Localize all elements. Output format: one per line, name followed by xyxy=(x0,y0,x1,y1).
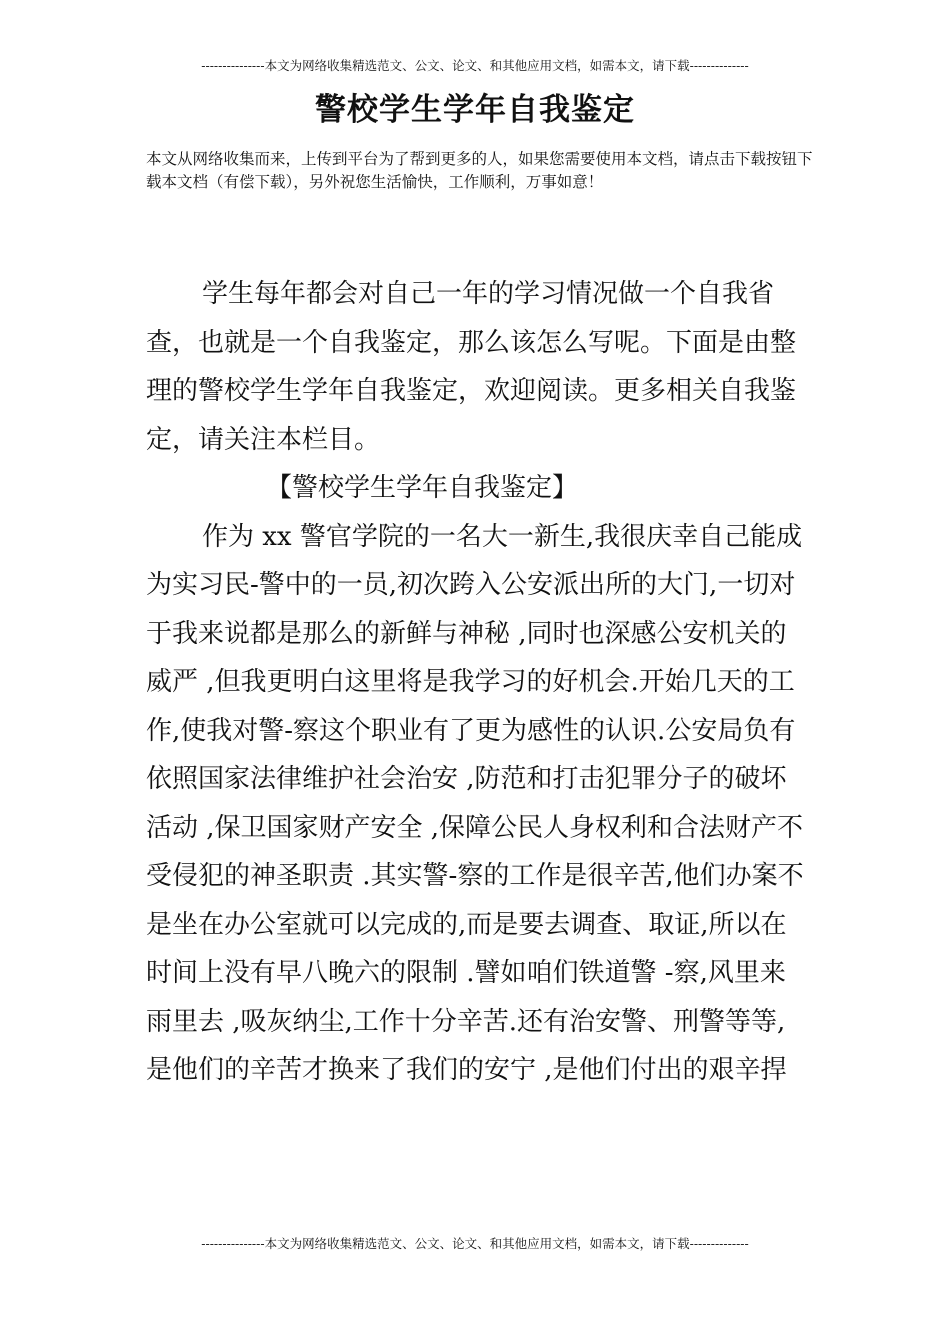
page-footer-note: ---------------本文为网络收集精选范文、公文、论文、和其他应用文档，如需本文，请下载-------------- xyxy=(201,1236,749,1251)
document-body xyxy=(146,270,810,1095)
intro-text: 本文从网络收集而来，上传到平台为了帮到更多的人，如果您需要使用本文档，请点击下载按钮下载本文档（有偿下载），另外祝您生活愉快，工作顺利，万事如意！ xyxy=(146,150,813,191)
intro-notice xyxy=(146,148,816,194)
page-header-note: ---------------本文为网络收集精选范文、公文、论文、和其他应用文档，如需本文，请下载-------------- xyxy=(201,58,749,73)
body-paragraph-1: 学生每年都会对自己一年的学习情况做一个自我省查，也就是一个自我鉴定，那么该怎么写呢。下面是由整理的警校学生学年自我鉴定，欢迎阅读。更多相关自我鉴定，请关注本栏目。 xyxy=(146,279,797,455)
body-paragraph-2: 作为 xx 警官学院的一名大一新生,我很庆幸自己能成为实习民-警中的一员,初次跨入公安派出所的大门,一切对于我来说都是那么的新鲜与神秘 ,同时也深感公安机关的威严 ,但我更明白这里将是我学习的好机会.开始几天的工作,使我对警-察这个职业有了更为感性的认识.公安局负有依照国家法律维护社会治安 ,防范和打击犯罪分子的破坏活动 ,保卫国家财产安全 ,保障公民人身权利和合法财产不受侵犯的神圣职责 .其实警-察的工作是很辛苦,他们办案不是坐在办公室就可以完成的,而是要去调查、取证,所以在时间上没有早八晚六的限制 .譬如咱们铁道警 -察,风里来雨里去 ,吸灰纳尘,工作十分辛苦.还有治安警、刑警等等,是他们的辛苦才换来了我们的安宁 ,是他们付出的艰辛捍 xyxy=(146,521,804,1085)
section-heading: 【警校学生学年自我鉴定】 xyxy=(266,473,579,503)
document-title: 警校学生学年自我鉴定 xyxy=(315,92,635,128)
